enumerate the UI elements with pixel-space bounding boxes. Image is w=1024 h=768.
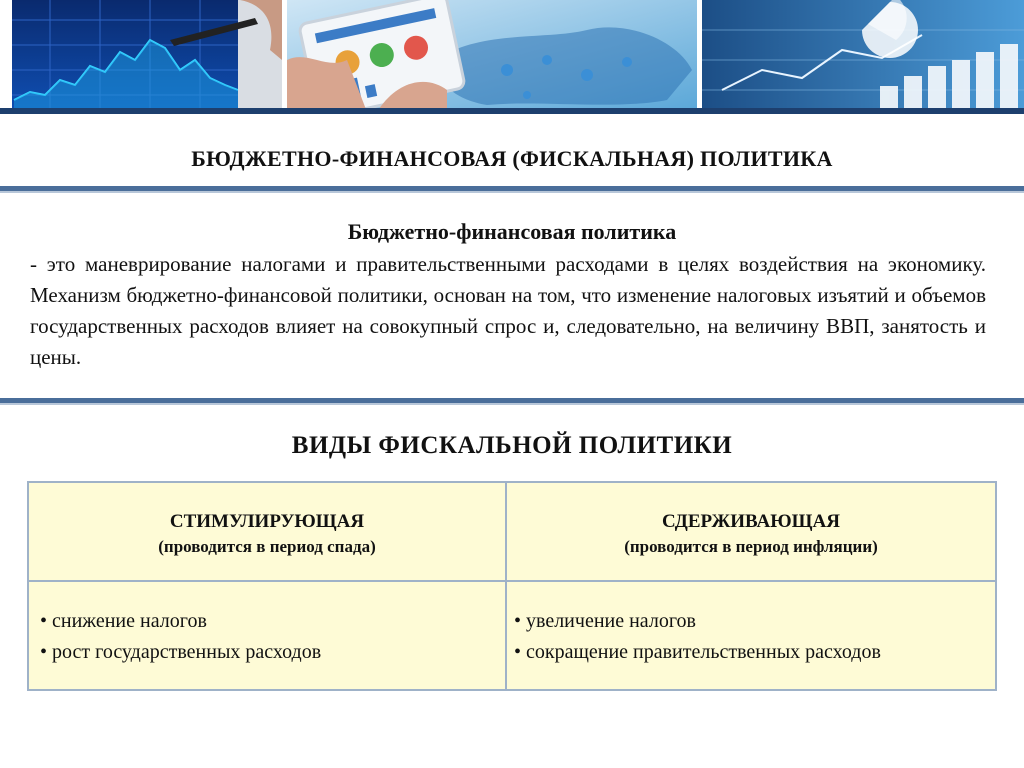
column-header-title: СДЕРЖИВАЮЩАЯ	[662, 511, 840, 532]
section-divider	[0, 186, 1024, 193]
list-item: • рост государственных расходов	[40, 641, 322, 663]
list-item: • сокращение правительственных расходов	[514, 641, 881, 663]
bar-chart-photo	[702, 0, 1024, 112]
definition-term: Бюджетно-финансовая политика	[347, 219, 677, 244]
page-title: БЮДЖЕТНО-ФИНАНСОВАЯ (ФИСКАЛЬНАЯ) ПОЛИТИКА	[191, 146, 833, 171]
fiscal-policy-table	[27, 481, 997, 691]
list-item: • снижение налогов	[40, 610, 207, 632]
column-header-subtitle: (проводится в период инфляции)	[624, 537, 878, 556]
stimulating-measures-list	[40, 606, 500, 668]
banner-divider	[0, 108, 1024, 114]
restraining-measures-list	[514, 606, 994, 668]
column-header-title: СТИМУЛИРУЮЩАЯ	[169, 511, 365, 532]
column-header-restraining	[507, 509, 995, 559]
stock-chart-photo	[0, 0, 282, 112]
section-heading: ВИДЫ ФИСКАЛЬНОЙ ПОЛИТИКИ	[291, 432, 733, 459]
list-item: • увеличение налогов	[514, 610, 696, 632]
section-divider	[0, 398, 1024, 405]
column-header-stimulating	[29, 509, 505, 559]
column-header-subtitle: (проводится в период спада)	[158, 537, 376, 556]
definition-text: - это маневрирование налогами и правительственными расходами в целях воздействия на экономику. Механизм бюджетно-финансовой политики, основан на том, что изменение налоговых изъятий и объемов государственных расходов влияет на совокупный спрос и, следовательно, на величину ВВП, занятость и цены.	[30, 252, 986, 369]
header-banner	[0, 0, 1024, 112]
tablet-map-photo	[287, 0, 697, 112]
